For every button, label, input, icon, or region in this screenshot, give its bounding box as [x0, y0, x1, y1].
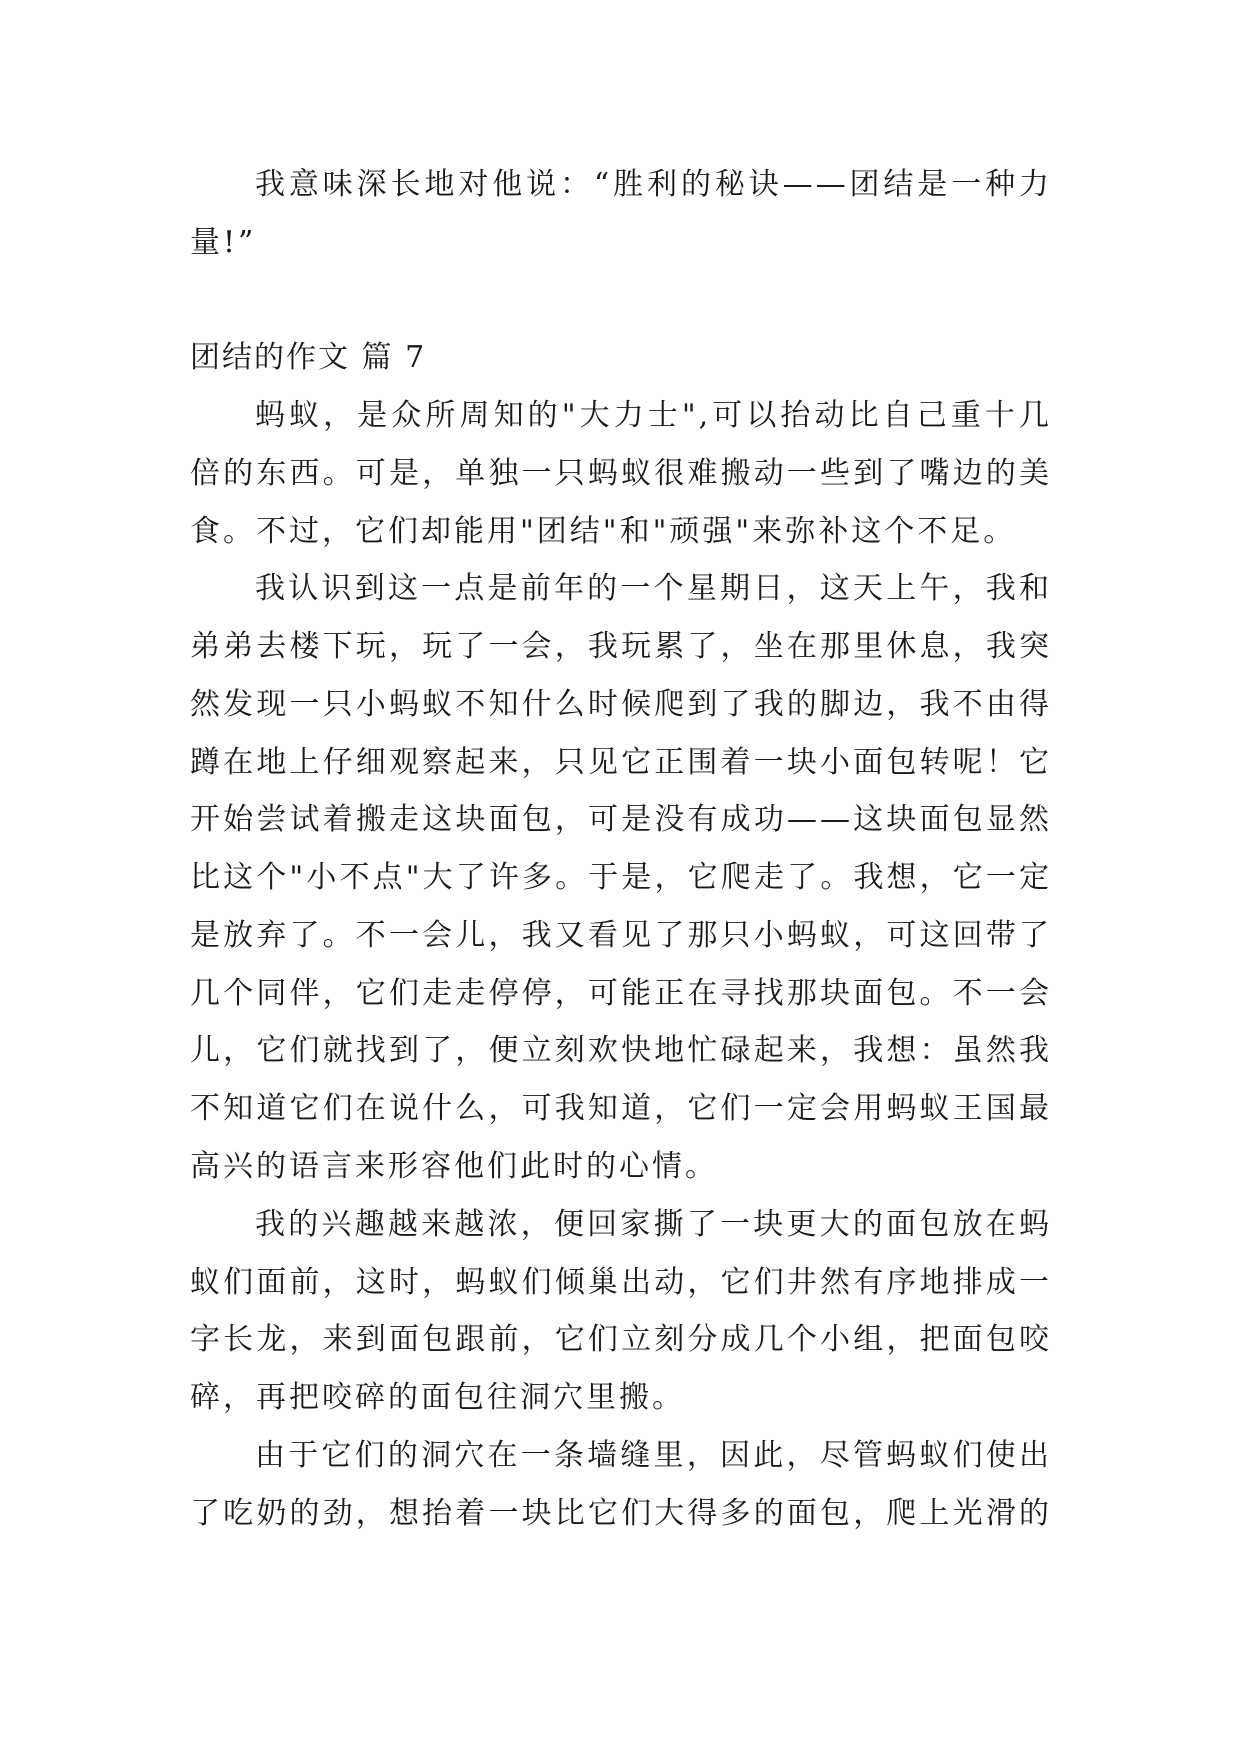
paragraph-line: 我认识到这一点是前年的一个星期日，这天上午，我和 — [255, 571, 1052, 607]
paragraph-line: 蚁们面前，这时，蚂蚁们倾巢出动，它们井然有序地排成一 — [190, 1264, 1052, 1300]
paragraph-line: 了吃奶的劲，想抬着一块比它们大得多的面包，爬上光滑的 — [190, 1495, 1052, 1531]
paragraph-line: 倍的东西。可是，单独一只蚂蚁很难搬动一些到了嘴边的美 — [190, 455, 1052, 491]
document-body — [190, 156, 1052, 1542]
paragraph-3 — [190, 560, 1052, 1195]
paragraph-line: 量!” — [190, 224, 257, 260]
paragraph-line: 我意味深长地对他说：“胜利的秘诀——团结是一种力 — [255, 167, 1052, 202]
paragraph-line: 儿，它们就找到了，便立刻欢快地忙碌起来，我想：虽然我 — [190, 1033, 1052, 1069]
paragraph-line: 我的兴趣越来越浓，便回家撕了一块更大的面包放在蚂 — [255, 1206, 1052, 1242]
paragraph-line: 食。不过，它们却能用"团结"和"顽强"来弥补这个不足。 — [190, 513, 1017, 549]
paragraph-line: 字长龙，来到面包跟前，它们立刻分成几个小组，把面包咬 — [190, 1322, 1052, 1358]
paragraph-line: 是放弃了。不一会儿，我又看见了那只小蚂蚁，可这回带了 — [190, 917, 1052, 953]
paragraph-line: 不知道它们在说什么，可我知道，它们一定会用蚂蚁王国最 — [190, 1091, 1052, 1127]
paragraph-line: 由于它们的洞穴在一条墙缝里，因此，尽管蚂蚁们使出 — [255, 1437, 1052, 1473]
paragraph-line: 蹲在地上仔细观察起来，只见它正围着一块小面包转呢！它 — [190, 744, 1052, 780]
paragraph-line: 几个同伴，它们走走停停，可能正在寻找那块面包。不一会 — [190, 975, 1052, 1011]
paragraph-5 — [190, 1427, 1052, 1543]
paragraph-line: 开始尝试着搬走这块面包，可是没有成功——这块面包显然 — [190, 802, 1052, 838]
paragraph-2 — [190, 387, 1052, 560]
paragraph-line: 然发现一只小蚂蚁不知什么时候爬到了我的脚边，我不由得 — [190, 686, 1052, 722]
essay-heading: 团结的作文 篇 7 — [190, 340, 427, 376]
paragraph-line: 比这个"小不点"大了许多。于是，它爬走了。我想，它一定 — [190, 860, 1052, 896]
paragraph-line: 蚂蚁，是众所周知的"大力士",可以抬动比自己重十几 — [255, 398, 1052, 434]
paragraph-line: 高兴的语言来形容他们此时的心情。 — [190, 1149, 718, 1185]
blank-line — [190, 272, 1052, 330]
paragraph-4 — [190, 1196, 1052, 1427]
paragraph-1 — [190, 156, 1052, 272]
paragraph-line: 弟弟去楼下玩，玩了一会，我玩累了，坐在那里休息，我突 — [190, 629, 1052, 665]
paragraph-line: 碎，再把咬碎的面包往洞穴里搬。 — [190, 1380, 685, 1416]
